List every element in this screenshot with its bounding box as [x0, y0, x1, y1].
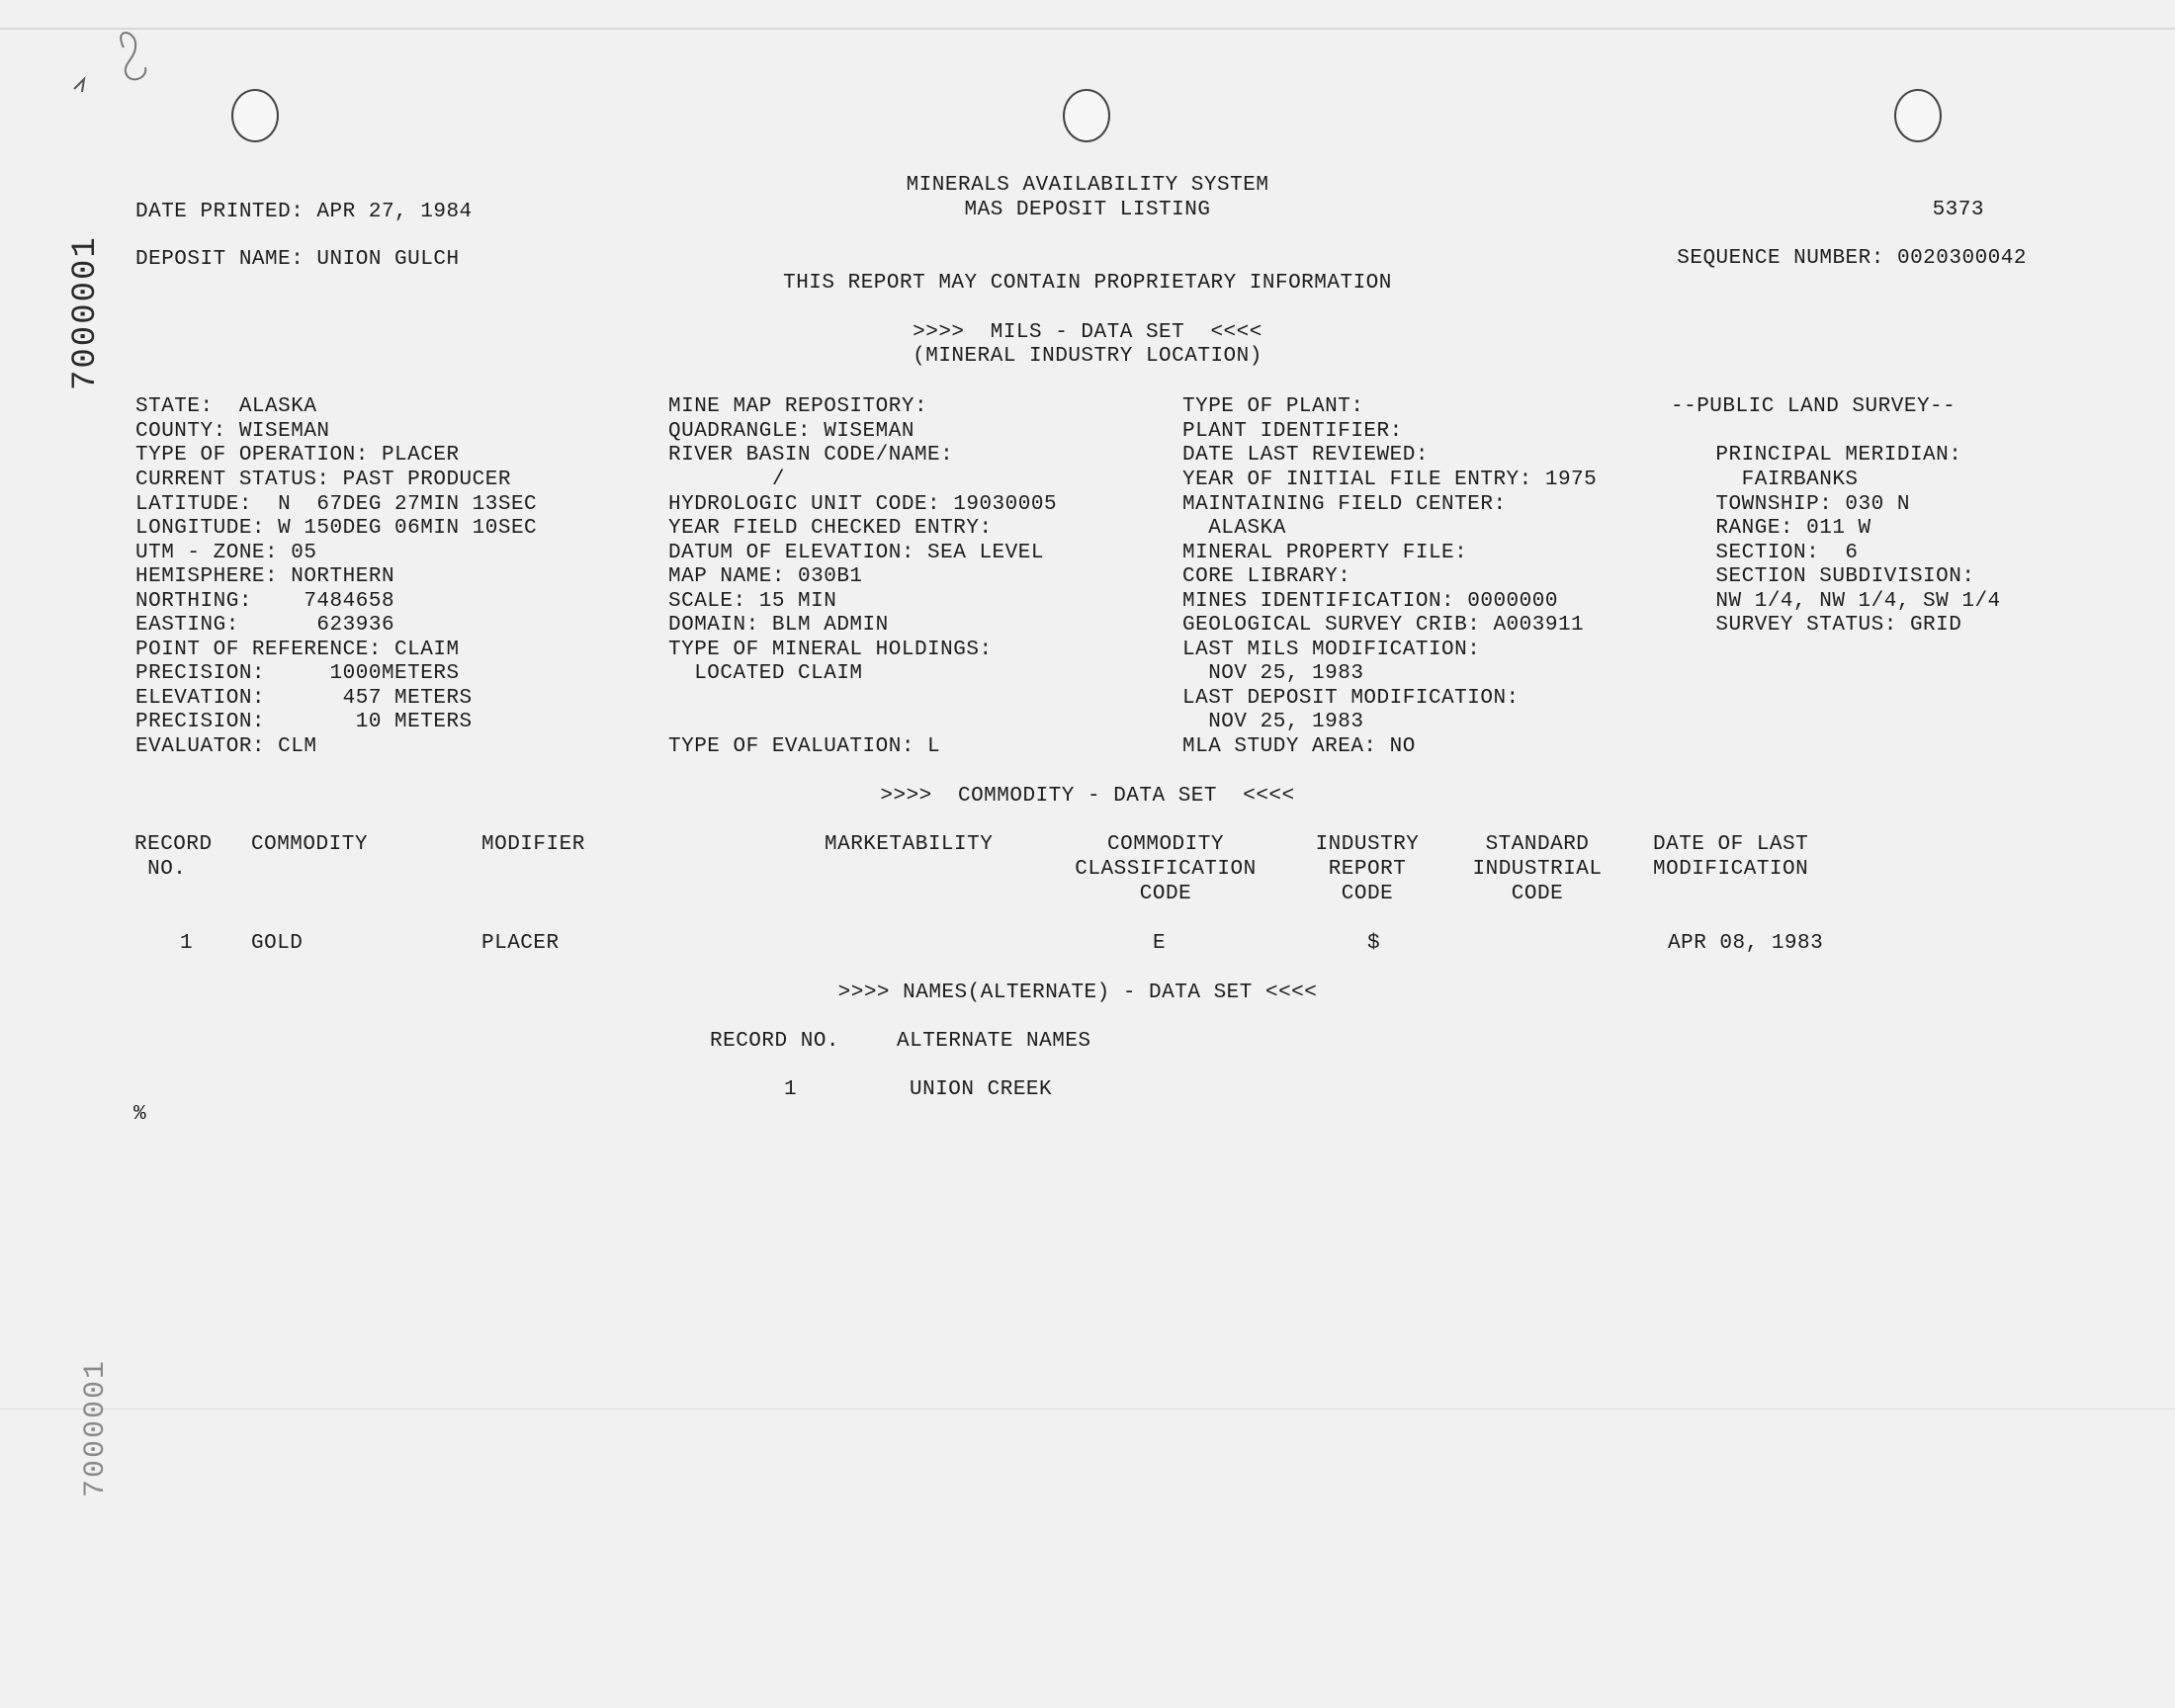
mils-field: LAST MILS MODIFICATION:	[1182, 639, 1481, 661]
mils-field: PLANT IDENTIFIER:	[1182, 420, 1403, 443]
mils-heading: >>>> MILS - DATA SET <<<<	[913, 321, 1262, 344]
pls-field: SECTION: 6	[1664, 542, 1859, 564]
punch-hole-right	[1894, 89, 1942, 142]
col-header-standard: STANDARD INDUSTRIAL CODE	[1472, 833, 1603, 905]
mils-field: STATE: ALASKA	[135, 395, 317, 418]
mils-field: EVALUATOR: CLM	[135, 735, 317, 758]
mils-field: TYPE OF EVALUATION: L	[668, 735, 941, 758]
sheet-edge	[0, 28, 2175, 30]
names-cell-name: UNION CREEK	[910, 1078, 1053, 1101]
mils-field: TYPE OF PLANT:	[1182, 395, 1364, 418]
mils-field: SCALE: 15 MIN	[668, 590, 837, 613]
mils-field: GEOLOGICAL SURVEY CRIB: A003911	[1182, 614, 1585, 637]
mils-field: MINERAL PROPERTY FILE:	[1182, 542, 1468, 564]
mils-field: NOV 25, 1983	[1182, 662, 1364, 685]
col-header-modifier: MODIFIER	[481, 833, 585, 856]
mils-field: PRECISION: 10 METERS	[135, 711, 473, 733]
mils-field: MINE MAP REPOSITORY:	[668, 395, 928, 418]
col-header-classification: COMMODITY CLASSIFICATION CODE	[1075, 833, 1257, 905]
pls-field: RANGE: 011 W	[1664, 517, 1871, 540]
punch-hole-left	[231, 89, 279, 142]
names-header-alternate: ALTERNATE NAMES	[897, 1030, 1091, 1053]
pls-field: SECTION SUBDIVISION:	[1664, 565, 1975, 588]
names-cell-record-no: 1	[784, 1078, 798, 1101]
col-header-industry: INDUSTRY REPORT CODE	[1315, 833, 1420, 905]
cell-modifier: PLACER	[481, 932, 560, 955]
cell-classification: E	[1153, 932, 1167, 955]
mils-field: RIVER BASIN CODE/NAME:	[668, 444, 954, 467]
mils-field: TYPE OF OPERATION: PLACER	[135, 444, 460, 467]
mils-field: HYDROLOGIC UNIT CODE: 19030005	[668, 493, 1058, 516]
pls-field: SURVEY STATUS: GRID	[1664, 614, 1962, 637]
mils-field: COUNTY: WISEMAN	[135, 420, 330, 443]
mils-field: NOV 25, 1983	[1182, 711, 1364, 733]
mils-field: PRECISION: 1000METERS	[135, 662, 460, 685]
punch-hole-center	[1063, 89, 1110, 142]
mils-field: /	[668, 469, 785, 491]
mils-field: POINT OF REFERENCE: CLAIM	[135, 639, 460, 661]
proprietary-notice: THIS REPORT MAY CONTAIN PROPRIETARY INFORMATION	[783, 272, 1392, 295]
sequence-number: SEQUENCE NUMBER: 0020300042	[1677, 247, 2027, 270]
mils-field: ELEVATION: 457 METERS	[135, 687, 473, 710]
mils-field: MAP NAME: 030B1	[668, 565, 863, 588]
mils-field: ALASKA	[1182, 517, 1286, 540]
report-subtitle: MAS DEPOSIT LISTING	[964, 199, 1211, 221]
pls-heading: --PUBLIC LAND SURVEY--	[1671, 395, 1957, 418]
mils-field: TYPE OF MINERAL HOLDINGS:	[668, 639, 993, 661]
handwritten-mark	[54, 18, 163, 107]
col-header-record-no: RECORD NO.	[134, 833, 213, 881]
mils-field: YEAR FIELD CHECKED ENTRY:	[668, 517, 993, 540]
page-number: 5373	[1932, 199, 1984, 221]
mils-field: DATUM OF ELEVATION: SEA LEVEL	[668, 542, 1044, 564]
col-header-commodity: COMMODITY	[251, 833, 368, 856]
mils-field: YEAR OF INITIAL FILE ENTRY: 1975	[1182, 469, 1598, 491]
mils-field: UTM - ZONE: 05	[135, 542, 317, 564]
mils-field: QUADRANGLE: WISEMAN	[668, 420, 914, 443]
mils-field: MAINTAINING FIELD CENTER:	[1182, 493, 1507, 516]
footer-mark: %	[133, 1103, 147, 1126]
cell-date-last: APR 08, 1983	[1668, 932, 1824, 955]
names-heading: >>>> NAMES(ALTERNATE) - DATA SET <<<<	[837, 982, 1318, 1004]
cell-record-no: 1	[180, 932, 194, 955]
mils-field: EASTING: 623936	[135, 614, 395, 637]
mils-field: DATE LAST REVIEWED:	[1182, 444, 1429, 467]
pls-field: TOWNSHIP: 030 N	[1664, 493, 1910, 516]
date-printed: DATE PRINTED: APR 27, 1984	[135, 201, 473, 223]
mils-field: LOCATED CLAIM	[668, 662, 863, 685]
mils-field: MLA STUDY AREA: NO	[1182, 735, 1416, 758]
mils-field: DOMAIN: BLM ADMIN	[668, 614, 889, 637]
cell-commodity: GOLD	[251, 932, 304, 955]
report-title: MINERALS AVAILABILITY SYSTEM	[906, 174, 1269, 197]
mils-field: HEMISPHERE: NORTHERN	[135, 565, 395, 588]
cell-industry: $	[1367, 932, 1381, 955]
mils-field: CORE LIBRARY:	[1182, 565, 1351, 588]
mils-field: NORTHING: 7484658	[135, 590, 395, 613]
commodity-heading: >>>> COMMODITY - DATA SET <<<<	[880, 785, 1295, 808]
mils-field: LONGITUDE: W 150DEG 06MIN 10SEC	[135, 517, 538, 540]
mils-subheading: (MINERAL INDUSTRY LOCATION)	[913, 345, 1262, 368]
pls-field: PRINCIPAL MERIDIAN:	[1664, 444, 1962, 467]
mils-field: LATITUDE: N 67DEG 27MIN 13SEC	[135, 493, 538, 516]
col-header-marketability: MARKETABILITY	[825, 833, 994, 856]
pls-field: NW 1/4, NW 1/4, SW 1/4	[1664, 590, 2001, 613]
mils-field: MINES IDENTIFICATION: 0000000	[1182, 590, 1558, 613]
mils-field: LAST DEPOSIT MODIFICATION:	[1182, 687, 1520, 710]
margin-code-top: 7000001	[67, 235, 105, 390]
col-header-date-last: DATE OF LAST MODIFICATION	[1653, 833, 1809, 881]
margin-code-bottom: 7000001	[79, 1358, 113, 1497]
mils-field: CURRENT STATUS: PAST PRODUCER	[135, 469, 511, 491]
deposit-name: DEPOSIT NAME: UNION GULCH	[135, 248, 460, 271]
names-header-record-no: RECORD NO.	[710, 1030, 840, 1053]
pls-field: FAIRBANKS	[1664, 469, 1859, 491]
